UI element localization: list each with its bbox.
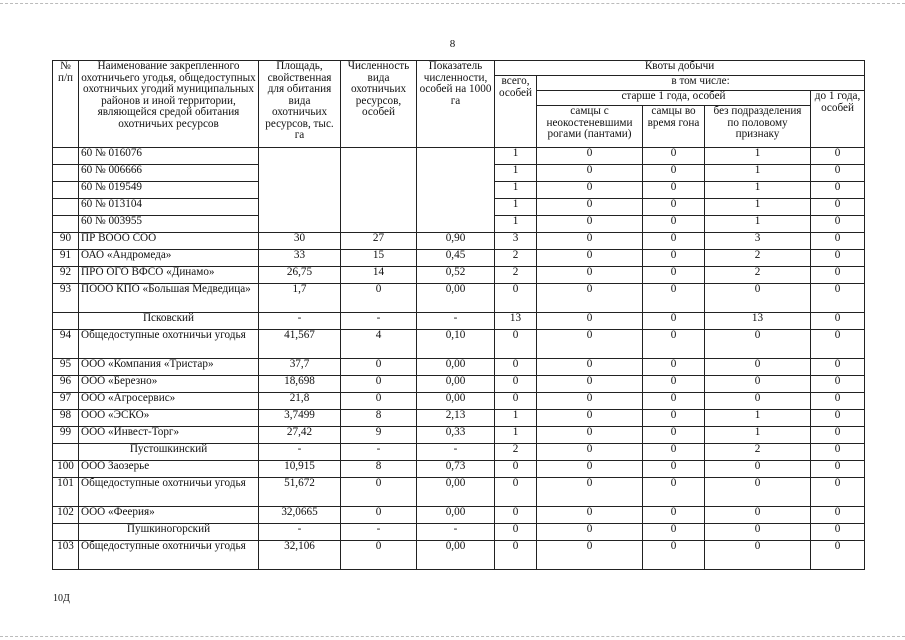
cell-rut: 0 (643, 284, 705, 313)
cell-under1: 0 (811, 284, 865, 313)
cell-under1: 0 (811, 267, 865, 284)
cell-no: 92 (53, 267, 79, 284)
cell-under1: 0 (811, 250, 865, 267)
header-quotas: Квоты добычи (495, 61, 865, 76)
cell-area: 51,672 (259, 478, 341, 507)
cell-no (53, 182, 79, 199)
header-under1: до 1 года, особей (811, 91, 865, 148)
cell-name: ООО Заозерье (79, 461, 259, 478)
cell-rut: 0 (643, 330, 705, 359)
cell-nosex: 1 (705, 216, 811, 233)
cell-total: 1 (495, 148, 537, 165)
cell-antlers: 0 (537, 267, 643, 284)
header-older: старше 1 года, особей (537, 91, 811, 106)
cell-name: ОАО «Андромеда» (79, 250, 259, 267)
cell-antlers: 0 (537, 427, 643, 444)
cell-under1: 0 (811, 330, 865, 359)
header-males-rut: самцы во время гона (643, 106, 705, 148)
cell-under1: 0 (811, 507, 865, 524)
table-body (53, 148, 865, 570)
cell-name: 60 № 016076 (79, 148, 259, 165)
scan-edge-bottom (0, 636, 905, 640)
table-row-region (53, 524, 865, 541)
cell-count: 0 (341, 359, 417, 376)
cell-nosex: 0 (705, 393, 811, 410)
cell-no: 97 (53, 393, 79, 410)
table-row (53, 376, 865, 393)
cell-nosex: 0 (705, 376, 811, 393)
cell-nosex: 2 (705, 267, 811, 284)
cell-antlers: 0 (537, 507, 643, 524)
cell-total: 0 (495, 507, 537, 524)
cell-no: 94 (53, 330, 79, 359)
cell-rut: 0 (643, 427, 705, 444)
cell-region-name: Пустошкинский (79, 444, 259, 461)
cell-nosex: 2 (705, 444, 811, 461)
table-row (53, 541, 865, 570)
header-total: всего, особей (495, 76, 537, 148)
cell-under1: 0 (811, 478, 865, 507)
cell-under1: 0 (811, 233, 865, 250)
cell-total: 2 (495, 267, 537, 284)
cell-name: ООО «Компания «Тристар» (79, 359, 259, 376)
cell-antlers: 0 (537, 444, 643, 461)
cell-area: - (259, 313, 341, 330)
footer-code: 10Д (53, 593, 70, 604)
cell-total: 1 (495, 182, 537, 199)
table-row (53, 148, 865, 165)
cell-name: 60 № 003955 (79, 216, 259, 233)
page-number: 8 (449, 38, 456, 50)
table-row (53, 284, 865, 313)
cell-antlers: 0 (537, 233, 643, 250)
table-row (53, 427, 865, 444)
table-header (53, 61, 865, 148)
cell-rut: 0 (643, 541, 705, 570)
cell-density: - (417, 524, 495, 541)
cell-area: 26,75 (259, 267, 341, 284)
cell-antlers: 0 (537, 165, 643, 182)
cell-name: ООО «Березно» (79, 376, 259, 393)
cell-under1: 0 (811, 148, 865, 165)
cell-antlers: 0 (537, 478, 643, 507)
cell-no: 101 (53, 478, 79, 507)
cell-name: Общедоступные охотничьи угодья (79, 330, 259, 359)
cell-rut: 0 (643, 233, 705, 250)
cell-count: 9 (341, 427, 417, 444)
table-row (53, 233, 865, 250)
table-row-region (53, 444, 865, 461)
cell-density: 0,00 (417, 507, 495, 524)
cell-total: 0 (495, 330, 537, 359)
cell-antlers: 0 (537, 182, 643, 199)
table-row (53, 461, 865, 478)
cell-density: - (417, 313, 495, 330)
cell-total: 0 (495, 393, 537, 410)
cell-area: 33 (259, 250, 341, 267)
cell-antlers: 0 (537, 148, 643, 165)
cell-under1: 0 (811, 393, 865, 410)
cell-rut: 0 (643, 410, 705, 427)
cell-nosex: 1 (705, 165, 811, 182)
cell-rut: 0 (643, 216, 705, 233)
cell-rut: 0 (643, 250, 705, 267)
cell-count: 0 (341, 376, 417, 393)
cell-antlers: 0 (537, 376, 643, 393)
header-no: № п/п (53, 61, 79, 148)
cell-name: ООО «Агросервис» (79, 393, 259, 410)
cell-total: 3 (495, 233, 537, 250)
cell-rut: 0 (643, 478, 705, 507)
cell-nosex: 0 (705, 330, 811, 359)
cell-area: 27,42 (259, 427, 341, 444)
cell-total: 0 (495, 284, 537, 313)
cell-total: 0 (495, 461, 537, 478)
cell-region-name: Псковский (79, 313, 259, 330)
header-including: в том числе: (537, 76, 865, 91)
cell-no: 95 (53, 359, 79, 376)
table-row (53, 478, 865, 507)
cell-count: 14 (341, 267, 417, 284)
cell-total: 0 (495, 478, 537, 507)
cell-count: 0 (341, 541, 417, 570)
cell-total: 1 (495, 216, 537, 233)
cell-density: 0,00 (417, 359, 495, 376)
cell-count: - (341, 444, 417, 461)
table-row (53, 410, 865, 427)
header-males-antlers: самцы с неокостеневшими рогами (пантами) (537, 106, 643, 148)
cell-under1: 0 (811, 444, 865, 461)
cell-no (53, 444, 79, 461)
cell-rut: 0 (643, 461, 705, 478)
cell-nosex: 0 (705, 541, 811, 570)
cell-under1: 0 (811, 182, 865, 199)
cell-antlers: 0 (537, 410, 643, 427)
cell-rut: 0 (643, 148, 705, 165)
cell-antlers: 0 (537, 284, 643, 313)
cell-under1: 0 (811, 216, 865, 233)
table-row (53, 250, 865, 267)
cell-name: ПР ВООО СОО (79, 233, 259, 250)
header-name: Наименование закрепленного охотничьего угодья, общедоступных охотничьих угодий муниципальных районов и иной территории, являющейся средой обитания охотничьих ресурсов (79, 61, 259, 148)
cell-total: 0 (495, 359, 537, 376)
cell-no: 102 (53, 507, 79, 524)
cell-name: Общедоступные охотничьи угодья (79, 478, 259, 507)
cell-under1: 0 (811, 410, 865, 427)
cell-count: 0 (341, 393, 417, 410)
cell-density: 0,00 (417, 376, 495, 393)
cell-area: 32,106 (259, 541, 341, 570)
cell-rut: 0 (643, 267, 705, 284)
table-row-region (53, 313, 865, 330)
cell-area: 1,7 (259, 284, 341, 313)
cell-count (341, 148, 417, 233)
header-no-sex: без подразделения по половому признаку (705, 106, 811, 148)
cell-region-name: Пушкиногорский (79, 524, 259, 541)
cell-no: 96 (53, 376, 79, 393)
cell-nosex: 0 (705, 359, 811, 376)
cell-nosex: 1 (705, 427, 811, 444)
cell-density: 0,45 (417, 250, 495, 267)
cell-area: 21,8 (259, 393, 341, 410)
cell-no: 90 (53, 233, 79, 250)
table-row (53, 359, 865, 376)
header-area: Площадь, свойственная для обитания вида охотничьих ресурсов, тыс. га (259, 61, 341, 148)
cell-density (417, 148, 495, 233)
cell-density: 0,33 (417, 427, 495, 444)
cell-nosex: 0 (705, 478, 811, 507)
header-count: Численность вида охотничьих ресурсов, особей (341, 61, 417, 148)
cell-antlers: 0 (537, 393, 643, 410)
cell-nosex: 13 (705, 313, 811, 330)
cell-no (53, 165, 79, 182)
cell-name: ООО «Инвест-Торг» (79, 427, 259, 444)
cell-name: ПРО ОГО ВФСО «Динамо» (79, 267, 259, 284)
cell-area: 37,7 (259, 359, 341, 376)
cell-density: 2,13 (417, 410, 495, 427)
cell-rut: 0 (643, 165, 705, 182)
cell-under1: 0 (811, 359, 865, 376)
cell-antlers: 0 (537, 216, 643, 233)
cell-area: 30 (259, 233, 341, 250)
scan-edge-top (0, 0, 905, 4)
table-row (53, 393, 865, 410)
cell-rut: 0 (643, 359, 705, 376)
cell-under1: 0 (811, 376, 865, 393)
cell-count: 15 (341, 250, 417, 267)
header-density: Показатель численности, особей на 1000 га (417, 61, 495, 148)
cell-no (53, 216, 79, 233)
cell-antlers: 0 (537, 330, 643, 359)
cell-density: 0,00 (417, 541, 495, 570)
cell-antlers: 0 (537, 250, 643, 267)
cell-name: 60 № 006666 (79, 165, 259, 182)
cell-total: 2 (495, 250, 537, 267)
hunting-quota-table (52, 60, 865, 570)
cell-total: 0 (495, 541, 537, 570)
cell-no: 98 (53, 410, 79, 427)
cell-no: 103 (53, 541, 79, 570)
cell-density: 0,00 (417, 284, 495, 313)
cell-under1: 0 (811, 524, 865, 541)
cell-count: - (341, 313, 417, 330)
cell-nosex: 0 (705, 461, 811, 478)
cell-antlers: 0 (537, 461, 643, 478)
cell-rut: 0 (643, 376, 705, 393)
cell-area: - (259, 444, 341, 461)
cell-no: 100 (53, 461, 79, 478)
cell-rut: 0 (643, 199, 705, 216)
cell-nosex: 2 (705, 250, 811, 267)
cell-antlers: 0 (537, 541, 643, 570)
cell-no (53, 199, 79, 216)
cell-rut: 0 (643, 444, 705, 461)
cell-count: 8 (341, 461, 417, 478)
cell-rut: 0 (643, 507, 705, 524)
cell-total: 0 (495, 376, 537, 393)
cell-no: 91 (53, 250, 79, 267)
cell-under1: 0 (811, 427, 865, 444)
cell-rut: 0 (643, 313, 705, 330)
cell-name: 60 № 019549 (79, 182, 259, 199)
cell-count: 0 (341, 478, 417, 507)
cell-total: 1 (495, 165, 537, 182)
cell-area: 41,567 (259, 330, 341, 359)
cell-density: 0,00 (417, 478, 495, 507)
cell-count: 4 (341, 330, 417, 359)
cell-name: 60 № 013104 (79, 199, 259, 216)
cell-total: 1 (495, 427, 537, 444)
cell-density: 0,00 (417, 393, 495, 410)
cell-rut: 0 (643, 393, 705, 410)
cell-under1: 0 (811, 165, 865, 182)
cell-rut: 0 (643, 524, 705, 541)
cell-area: 32,0665 (259, 507, 341, 524)
cell-nosex: 0 (705, 507, 811, 524)
cell-nosex: 1 (705, 148, 811, 165)
cell-count: - (341, 524, 417, 541)
cell-count: 27 (341, 233, 417, 250)
cell-no: 93 (53, 284, 79, 313)
cell-total: 0 (495, 524, 537, 541)
cell-density: 0,52 (417, 267, 495, 284)
cell-rut: 0 (643, 182, 705, 199)
cell-antlers: 0 (537, 199, 643, 216)
cell-area: - (259, 524, 341, 541)
cell-count: 0 (341, 507, 417, 524)
cell-nosex: 1 (705, 182, 811, 199)
cell-density: 0,10 (417, 330, 495, 359)
cell-nosex: 3 (705, 233, 811, 250)
cell-total: 2 (495, 444, 537, 461)
table-row (53, 507, 865, 524)
cell-under1: 0 (811, 313, 865, 330)
table-row (53, 330, 865, 359)
cell-nosex: 0 (705, 524, 811, 541)
cell-area: 3,7499 (259, 410, 341, 427)
cell-area: 10,915 (259, 461, 341, 478)
cell-nosex: 1 (705, 199, 811, 216)
cell-antlers: 0 (537, 524, 643, 541)
cell-under1: 0 (811, 541, 865, 570)
cell-no (53, 148, 79, 165)
cell-total: 1 (495, 410, 537, 427)
cell-no: 99 (53, 427, 79, 444)
cell-no (53, 313, 79, 330)
cell-total: 13 (495, 313, 537, 330)
cell-nosex: 0 (705, 284, 811, 313)
cell-nosex: 1 (705, 410, 811, 427)
cell-name: ООО «Феерия» (79, 507, 259, 524)
cell-antlers: 0 (537, 313, 643, 330)
table-row (53, 267, 865, 284)
cell-area: 18,698 (259, 376, 341, 393)
cell-density: - (417, 444, 495, 461)
cell-name: ООО «ЭСКО» (79, 410, 259, 427)
cell-name: Общедоступные охотничьи угодья (79, 541, 259, 570)
cell-area (259, 148, 341, 233)
cell-density: 0,90 (417, 233, 495, 250)
cell-count: 8 (341, 410, 417, 427)
cell-density: 0,73 (417, 461, 495, 478)
cell-count: 0 (341, 284, 417, 313)
cell-under1: 0 (811, 461, 865, 478)
cell-antlers: 0 (537, 359, 643, 376)
cell-no (53, 524, 79, 541)
cell-total: 1 (495, 199, 537, 216)
cell-under1: 0 (811, 199, 865, 216)
cell-name: ПООО КПО «Большая Медведица» (79, 284, 259, 313)
